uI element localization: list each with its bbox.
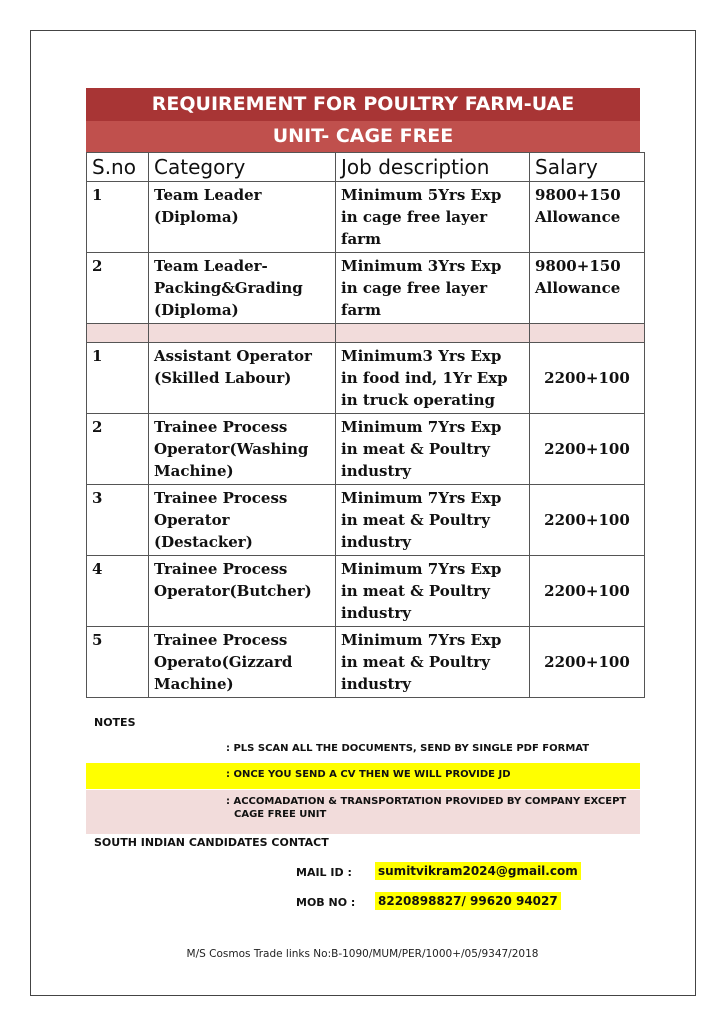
cell-category: Trainee Process Operator (Destacker) (149, 485, 336, 556)
cell-category: Trainee Process Operato(Gizzard Machine) (149, 627, 336, 698)
cell-sno: 1 (87, 182, 149, 253)
mobile-label: MOB NO : (296, 896, 356, 909)
cell-salary: 9800+150 Allowance (530, 253, 645, 324)
cell-salary: 2200+100 (530, 343, 645, 414)
cell-salary: 2200+100 (530, 627, 645, 698)
column-header-category: Category (149, 153, 336, 182)
note-item: : PLS SCAN ALL THE DOCUMENTS, SEND BY SINGLE PDF FORMAT (226, 743, 590, 754)
table-header-row (87, 153, 645, 182)
table-row (87, 253, 645, 324)
separator-cell (149, 324, 336, 343)
cell-sno: 3 (87, 485, 149, 556)
cell-sno: 2 (87, 253, 149, 324)
footer-registration: M/S Cosmos Trade links No:B-1090/MUM/PER/1000+/05/9347/2018 (186, 948, 539, 960)
note-line: CAGE FREE UNIT (234, 809, 327, 820)
column-header-sno: S.no (87, 153, 149, 182)
table-row (87, 627, 645, 698)
mobile-numbers: 8220898827/ 99620 94027 (375, 892, 561, 910)
cell-salary: 2200+100 (530, 485, 645, 556)
cell-salary: 9800+150 Allowance (530, 182, 645, 253)
note-item-highlighted: : ONCE YOU SEND A CV THEN WE WILL PROVIDE JD (86, 763, 640, 789)
cell-category: Assistant Operator (Skilled Labour) (149, 343, 336, 414)
note-line: : ACCOMADATION & TRANSPORTATION PROVIDED BY COMPANY EXCEPT (226, 796, 627, 807)
mail-label: MAIL ID : (296, 866, 352, 879)
cell-description: Minimum3 Yrs Exp in food ind, 1Yr Exp in truck operating (336, 343, 530, 414)
cell-sno: 4 (87, 556, 149, 627)
table-row (87, 414, 645, 485)
separator-cell (87, 324, 149, 343)
cell-sno: 2 (87, 414, 149, 485)
cell-category: Team Leader- Packing&Grading (Diploma) (149, 253, 336, 324)
page-subtitle: UNIT- CAGE FREE (86, 121, 640, 152)
contact-heading: SOUTH INDIAN CANDIDATES CONTACT (94, 836, 329, 849)
page-title: REQUIREMENT FOR POULTRY FARM-UAE (86, 88, 640, 121)
separator-cell (530, 324, 645, 343)
cell-category: Team Leader (Diploma) (149, 182, 336, 253)
cell-category: Trainee Process Operator(Butcher) (149, 556, 336, 627)
table-row (87, 556, 645, 627)
cell-description: Minimum 7Yrs Exp in meat & Poultry industry (336, 485, 530, 556)
email-address[interactable]: sumitvikram2024@gmail.com (375, 862, 581, 880)
cell-description: Minimum 5Yrs Exp in cage free layer farm (336, 182, 530, 253)
separator-cell (336, 324, 530, 343)
jobs-table (86, 152, 645, 698)
table-row (87, 182, 645, 253)
cell-category: Trainee Process Operator(Washing Machine) (149, 414, 336, 485)
cell-description: Minimum 3Yrs Exp in cage free layer farm (336, 253, 530, 324)
column-header-description: Job description (336, 153, 530, 182)
column-header-salary: Salary (530, 153, 645, 182)
table-row (87, 343, 645, 414)
cell-description: Minimum 7Yrs Exp in meat & Poultry industry (336, 627, 530, 698)
cell-salary: 2200+100 (530, 414, 645, 485)
separator-row (87, 324, 645, 343)
table-row (87, 485, 645, 556)
cell-description: Minimum 7Yrs Exp in meat & Poultry industry (336, 414, 530, 485)
cell-description: Minimum 7Yrs Exp in meat & Poultry industry (336, 556, 530, 627)
cell-sno: 1 (87, 343, 149, 414)
cell-salary: 2200+100 (530, 556, 645, 627)
note-item-shaded (86, 790, 640, 834)
notes-title: NOTES (94, 716, 136, 729)
cell-sno: 5 (87, 627, 149, 698)
